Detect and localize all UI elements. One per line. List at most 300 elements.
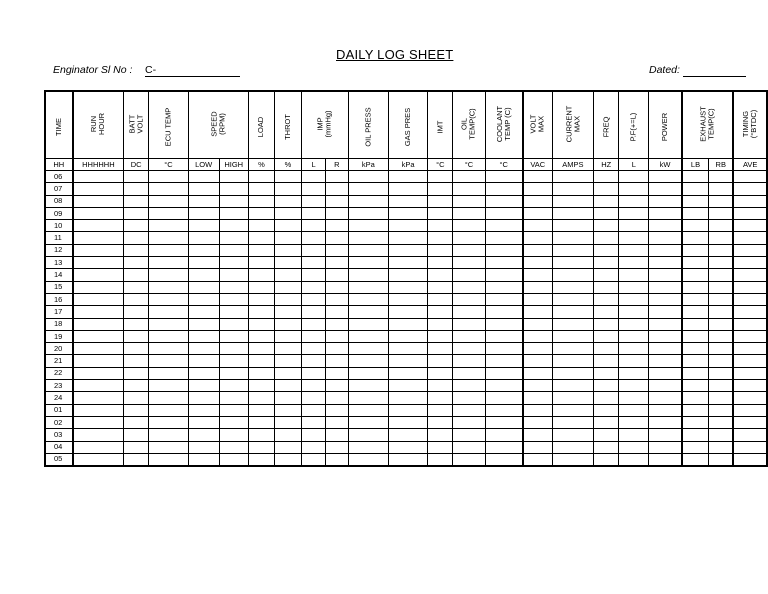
entry-cell[interactable]: [188, 380, 219, 392]
entry-cell[interactable]: [552, 453, 593, 466]
entry-cell[interactable]: [523, 392, 552, 404]
entry-cell[interactable]: [124, 171, 149, 183]
entry-cell[interactable]: [709, 281, 734, 293]
entry-cell[interactable]: [682, 318, 709, 330]
entry-cell[interactable]: [619, 330, 649, 342]
entry-cell[interactable]: [709, 392, 734, 404]
entry-cell[interactable]: [124, 281, 149, 293]
entry-cell[interactable]: [619, 318, 649, 330]
entry-cell[interactable]: [619, 257, 649, 269]
entry-cell[interactable]: [709, 416, 734, 428]
entry-cell[interactable]: [301, 244, 325, 256]
entry-cell[interactable]: [485, 183, 523, 195]
entry-cell[interactable]: [523, 207, 552, 219]
entry-cell[interactable]: [552, 171, 593, 183]
entry-cell[interactable]: [682, 207, 709, 219]
entry-cell[interactable]: [219, 293, 248, 305]
entry-cell[interactable]: [326, 207, 348, 219]
entry-cell[interactable]: [149, 318, 189, 330]
entry-cell[interactable]: [453, 306, 485, 318]
entry-cell[interactable]: [649, 171, 682, 183]
entry-cell[interactable]: [188, 171, 219, 183]
entry-cell[interactable]: [709, 269, 734, 281]
entry-cell[interactable]: [219, 220, 248, 232]
entry-cell[interactable]: [709, 318, 734, 330]
entry-cell[interactable]: [709, 330, 734, 342]
entry-cell[interactable]: [485, 392, 523, 404]
entry-cell[interactable]: [552, 380, 593, 392]
entry-cell[interactable]: [485, 367, 523, 379]
entry-cell[interactable]: [348, 318, 388, 330]
entry-cell[interactable]: [348, 404, 388, 416]
entry-cell[interactable]: [428, 330, 453, 342]
entry-cell[interactable]: [552, 318, 593, 330]
entry-cell[interactable]: [619, 195, 649, 207]
entry-cell[interactable]: [248, 269, 274, 281]
entry-cell[interactable]: [248, 183, 274, 195]
entry-cell[interactable]: [709, 220, 734, 232]
entry-cell[interactable]: [388, 416, 427, 428]
entry-cell[interactable]: [552, 269, 593, 281]
entry-cell[interactable]: [594, 453, 619, 466]
entry-cell[interactable]: [124, 453, 149, 466]
entry-cell[interactable]: [619, 355, 649, 367]
entry-cell[interactable]: [188, 453, 219, 466]
entry-cell[interactable]: [248, 220, 274, 232]
entry-cell[interactable]: [594, 220, 619, 232]
entry-cell[interactable]: [275, 429, 302, 441]
entry-cell[interactable]: [149, 380, 189, 392]
entry-cell[interactable]: [649, 441, 682, 453]
entry-cell[interactable]: [275, 220, 302, 232]
entry-cell[interactable]: [733, 281, 767, 293]
entry-cell[interactable]: [649, 453, 682, 466]
entry-cell[interactable]: [348, 416, 388, 428]
entry-cell[interactable]: [124, 244, 149, 256]
entry-cell[interactable]: [428, 207, 453, 219]
entry-cell[interactable]: [649, 380, 682, 392]
entry-cell[interactable]: [275, 306, 302, 318]
entry-cell[interactable]: [594, 343, 619, 355]
entry-cell[interactable]: [709, 355, 734, 367]
entry-cell[interactable]: [453, 232, 485, 244]
entry-cell[interactable]: [428, 318, 453, 330]
entry-cell[interactable]: [248, 392, 274, 404]
entry-cell[interactable]: [453, 355, 485, 367]
entry-cell[interactable]: [619, 232, 649, 244]
entry-cell[interactable]: [326, 453, 348, 466]
entry-cell[interactable]: [453, 429, 485, 441]
entry-cell[interactable]: [619, 207, 649, 219]
entry-cell[interactable]: [275, 183, 302, 195]
entry-cell[interactable]: [552, 416, 593, 428]
entry-cell[interactable]: [348, 257, 388, 269]
entry-cell[interactable]: [219, 392, 248, 404]
entry-cell[interactable]: [388, 293, 427, 305]
entry-cell[interactable]: [348, 293, 388, 305]
entry-cell[interactable]: [149, 257, 189, 269]
entry-cell[interactable]: [188, 195, 219, 207]
entry-cell[interactable]: [594, 257, 619, 269]
entry-cell[interactable]: [275, 441, 302, 453]
entry-cell[interactable]: [523, 441, 552, 453]
entry-cell[interactable]: [523, 367, 552, 379]
entry-cell[interactable]: [275, 171, 302, 183]
entry-cell[interactable]: [301, 416, 325, 428]
entry-cell[interactable]: [733, 392, 767, 404]
entry-cell[interactable]: [619, 343, 649, 355]
entry-cell[interactable]: [682, 343, 709, 355]
entry-cell[interactable]: [248, 232, 274, 244]
entry-cell[interactable]: [188, 355, 219, 367]
entry-cell[interactable]: [188, 306, 219, 318]
entry-cell[interactable]: [275, 293, 302, 305]
entry-cell[interactable]: [709, 343, 734, 355]
entry-cell[interactable]: [348, 171, 388, 183]
entry-cell[interactable]: [388, 355, 427, 367]
entry-cell[interactable]: [188, 232, 219, 244]
entry-cell[interactable]: [188, 293, 219, 305]
entry-cell[interactable]: [301, 183, 325, 195]
entry-cell[interactable]: [326, 171, 348, 183]
entry-cell[interactable]: [733, 318, 767, 330]
entry-cell[interactable]: [485, 404, 523, 416]
entry-cell[interactable]: [219, 257, 248, 269]
entry-cell[interactable]: [188, 220, 219, 232]
entry-cell[interactable]: [523, 232, 552, 244]
entry-cell[interactable]: [453, 318, 485, 330]
entry-cell[interactable]: [733, 404, 767, 416]
entry-cell[interactable]: [388, 244, 427, 256]
entry-cell[interactable]: [428, 355, 453, 367]
entry-cell[interactable]: [428, 293, 453, 305]
entry-cell[interactable]: [649, 269, 682, 281]
entry-cell[interactable]: [552, 343, 593, 355]
entry-cell[interactable]: [301, 195, 325, 207]
entry-cell[interactable]: [73, 380, 124, 392]
entry-cell[interactable]: [709, 171, 734, 183]
entry-cell[interactable]: [124, 183, 149, 195]
entry-cell[interactable]: [301, 318, 325, 330]
entry-cell[interactable]: [428, 232, 453, 244]
entry-cell[interactable]: [709, 404, 734, 416]
entry-cell[interactable]: [248, 367, 274, 379]
entry-cell[interactable]: [453, 330, 485, 342]
entry-cell[interactable]: [219, 441, 248, 453]
entry-cell[interactable]: [428, 367, 453, 379]
entry-cell[interactable]: [275, 281, 302, 293]
entry-cell[interactable]: [485, 257, 523, 269]
entry-cell[interactable]: [733, 380, 767, 392]
entry-cell[interactable]: [649, 281, 682, 293]
entry-cell[interactable]: [275, 380, 302, 392]
entry-cell[interactable]: [649, 429, 682, 441]
entry-cell[interactable]: [275, 330, 302, 342]
entry-cell[interactable]: [428, 441, 453, 453]
entry-cell[interactable]: [682, 453, 709, 466]
entry-cell[interactable]: [326, 293, 348, 305]
entry-cell[interactable]: [485, 453, 523, 466]
entry-cell[interactable]: [682, 392, 709, 404]
entry-cell[interactable]: [594, 207, 619, 219]
entry-cell[interactable]: [188, 392, 219, 404]
entry-cell[interactable]: [453, 404, 485, 416]
entry-cell[interactable]: [326, 404, 348, 416]
entry-cell[interactable]: [453, 269, 485, 281]
entry-cell[interactable]: [188, 269, 219, 281]
entry-cell[interactable]: [485, 244, 523, 256]
entry-cell[interactable]: [348, 269, 388, 281]
entry-cell[interactable]: [649, 306, 682, 318]
entry-cell[interactable]: [73, 392, 124, 404]
entry-cell[interactable]: [149, 416, 189, 428]
entry-cell[interactable]: [124, 306, 149, 318]
entry-cell[interactable]: [326, 330, 348, 342]
entry-cell[interactable]: [73, 416, 124, 428]
entry-cell[interactable]: [594, 416, 619, 428]
entry-cell[interactable]: [73, 171, 124, 183]
entry-cell[interactable]: [709, 244, 734, 256]
entry-cell[interactable]: [149, 281, 189, 293]
entry-cell[interactable]: [301, 343, 325, 355]
entry-cell[interactable]: [682, 232, 709, 244]
entry-cell[interactable]: [523, 343, 552, 355]
entry-cell[interactable]: [248, 281, 274, 293]
entry-cell[interactable]: [326, 380, 348, 392]
entry-cell[interactable]: [149, 355, 189, 367]
entry-cell[interactable]: [301, 392, 325, 404]
entry-cell[interactable]: [733, 171, 767, 183]
entry-cell[interactable]: [188, 404, 219, 416]
entry-cell[interactable]: [124, 195, 149, 207]
entry-cell[interactable]: [649, 367, 682, 379]
entry-cell[interactable]: [149, 392, 189, 404]
entry-cell[interactable]: [428, 244, 453, 256]
entry-cell[interactable]: [149, 441, 189, 453]
entry-cell[interactable]: [73, 404, 124, 416]
entry-cell[interactable]: [485, 269, 523, 281]
entry-cell[interactable]: [275, 207, 302, 219]
entry-cell[interactable]: [301, 220, 325, 232]
entry-cell[interactable]: [348, 207, 388, 219]
entry-cell[interactable]: [219, 416, 248, 428]
entry-cell[interactable]: [649, 220, 682, 232]
entry-cell[interactable]: [428, 195, 453, 207]
entry-cell[interactable]: [733, 195, 767, 207]
entry-cell[interactable]: [682, 220, 709, 232]
entry-cell[interactable]: [149, 183, 189, 195]
entry-cell[interactable]: [388, 207, 427, 219]
entry-cell[interactable]: [149, 429, 189, 441]
entry-cell[interactable]: [73, 293, 124, 305]
entry-cell[interactable]: [73, 195, 124, 207]
entry-cell[interactable]: [275, 355, 302, 367]
entry-cell[interactable]: [552, 392, 593, 404]
entry-cell[interactable]: [485, 207, 523, 219]
entry-cell[interactable]: [188, 318, 219, 330]
entry-cell[interactable]: [326, 183, 348, 195]
entry-cell[interactable]: [453, 343, 485, 355]
entry-cell[interactable]: [326, 429, 348, 441]
entry-cell[interactable]: [428, 392, 453, 404]
entry-cell[interactable]: [682, 355, 709, 367]
entry-cell[interactable]: [326, 257, 348, 269]
entry-cell[interactable]: [682, 269, 709, 281]
entry-cell[interactable]: [485, 220, 523, 232]
entry-cell[interactable]: [523, 355, 552, 367]
entry-cell[interactable]: [523, 220, 552, 232]
entry-cell[interactable]: [453, 244, 485, 256]
entry-cell[interactable]: [124, 392, 149, 404]
entry-cell[interactable]: [124, 232, 149, 244]
entry-cell[interactable]: [485, 318, 523, 330]
entry-cell[interactable]: [388, 306, 427, 318]
entry-cell[interactable]: [301, 281, 325, 293]
entry-cell[interactable]: [248, 195, 274, 207]
entry-cell[interactable]: [649, 183, 682, 195]
entry-cell[interactable]: [428, 453, 453, 466]
entry-cell[interactable]: [219, 207, 248, 219]
entry-cell[interactable]: [149, 330, 189, 342]
entry-cell[interactable]: [348, 244, 388, 256]
entry-cell[interactable]: [73, 318, 124, 330]
entry-cell[interactable]: [428, 220, 453, 232]
entry-cell[interactable]: [124, 318, 149, 330]
entry-cell[interactable]: [709, 207, 734, 219]
entry-cell[interactable]: [248, 330, 274, 342]
entry-cell[interactable]: [733, 367, 767, 379]
entry-cell[interactable]: [649, 416, 682, 428]
entry-cell[interactable]: [523, 404, 552, 416]
entry-cell[interactable]: [594, 306, 619, 318]
entry-cell[interactable]: [124, 343, 149, 355]
entry-cell[interactable]: [124, 441, 149, 453]
entry-cell[interactable]: [733, 293, 767, 305]
entry-cell[interactable]: [388, 220, 427, 232]
entry-cell[interactable]: [552, 183, 593, 195]
entry-cell[interactable]: [73, 269, 124, 281]
entry-cell[interactable]: [619, 244, 649, 256]
entry-cell[interactable]: [73, 343, 124, 355]
entry-cell[interactable]: [649, 318, 682, 330]
entry-cell[interactable]: [552, 244, 593, 256]
entry-cell[interactable]: [552, 195, 593, 207]
entry-cell[interactable]: [275, 453, 302, 466]
entry-cell[interactable]: [552, 293, 593, 305]
entry-cell[interactable]: [453, 281, 485, 293]
entry-cell[interactable]: [428, 380, 453, 392]
entry-cell[interactable]: [594, 392, 619, 404]
entry-cell[interactable]: [188, 367, 219, 379]
entry-cell[interactable]: [523, 429, 552, 441]
entry-cell[interactable]: [388, 183, 427, 195]
entry-cell[interactable]: [275, 367, 302, 379]
entry-cell[interactable]: [649, 392, 682, 404]
entry-cell[interactable]: [523, 453, 552, 466]
entry-cell[interactable]: [149, 293, 189, 305]
entry-cell[interactable]: [348, 330, 388, 342]
entry-cell[interactable]: [124, 207, 149, 219]
entry-cell[interactable]: [428, 269, 453, 281]
entry-cell[interactable]: [275, 195, 302, 207]
entry-cell[interactable]: [619, 416, 649, 428]
entry-cell[interactable]: [709, 429, 734, 441]
entry-cell[interactable]: [326, 318, 348, 330]
entry-cell[interactable]: [348, 183, 388, 195]
entry-cell[interactable]: [219, 244, 248, 256]
entry-cell[interactable]: [682, 416, 709, 428]
entry-cell[interactable]: [348, 380, 388, 392]
entry-cell[interactable]: [733, 453, 767, 466]
entry-cell[interactable]: [388, 171, 427, 183]
entry-cell[interactable]: [388, 392, 427, 404]
entry-cell[interactable]: [248, 318, 274, 330]
entry-cell[interactable]: [594, 293, 619, 305]
entry-cell[interactable]: [124, 269, 149, 281]
entry-cell[interactable]: [149, 269, 189, 281]
entry-cell[interactable]: [649, 195, 682, 207]
entry-cell[interactable]: [594, 380, 619, 392]
entry-cell[interactable]: [649, 257, 682, 269]
entry-cell[interactable]: [388, 269, 427, 281]
entry-cell[interactable]: [523, 281, 552, 293]
entry-cell[interactable]: [301, 207, 325, 219]
entry-cell[interactable]: [682, 330, 709, 342]
entry-cell[interactable]: [188, 281, 219, 293]
entry-cell[interactable]: [649, 404, 682, 416]
entry-cell[interactable]: [523, 380, 552, 392]
entry-cell[interactable]: [682, 244, 709, 256]
entry-cell[interactable]: [552, 367, 593, 379]
entry-cell[interactable]: [485, 306, 523, 318]
entry-cell[interactable]: [219, 453, 248, 466]
entry-cell[interactable]: [348, 392, 388, 404]
entry-cell[interactable]: [619, 453, 649, 466]
entry-cell[interactable]: [523, 171, 552, 183]
entry-cell[interactable]: [682, 404, 709, 416]
entry-cell[interactable]: [733, 330, 767, 342]
entry-cell[interactable]: [523, 257, 552, 269]
entry-cell[interactable]: [453, 392, 485, 404]
entry-cell[interactable]: [326, 281, 348, 293]
entry-cell[interactable]: [649, 330, 682, 342]
entry-cell[interactable]: [453, 220, 485, 232]
entry-cell[interactable]: [326, 355, 348, 367]
entry-cell[interactable]: [594, 269, 619, 281]
entry-cell[interactable]: [453, 416, 485, 428]
entry-cell[interactable]: [248, 429, 274, 441]
entry-cell[interactable]: [149, 232, 189, 244]
entry-cell[interactable]: [619, 380, 649, 392]
entry-cell[interactable]: [388, 195, 427, 207]
entry-cell[interactable]: [188, 330, 219, 342]
entry-cell[interactable]: [428, 343, 453, 355]
dated-field[interactable]: [683, 64, 746, 77]
entry-cell[interactable]: [428, 404, 453, 416]
entry-cell[interactable]: [124, 257, 149, 269]
entry-cell[interactable]: [248, 416, 274, 428]
entry-cell[interactable]: [326, 220, 348, 232]
entry-cell[interactable]: [248, 244, 274, 256]
entry-cell[interactable]: [149, 171, 189, 183]
entry-cell[interactable]: [73, 220, 124, 232]
entry-cell[interactable]: [188, 207, 219, 219]
entry-cell[interactable]: [552, 306, 593, 318]
entry-cell[interactable]: [248, 355, 274, 367]
entry-cell[interactable]: [348, 195, 388, 207]
entry-cell[interactable]: [124, 355, 149, 367]
entry-cell[interactable]: [219, 367, 248, 379]
